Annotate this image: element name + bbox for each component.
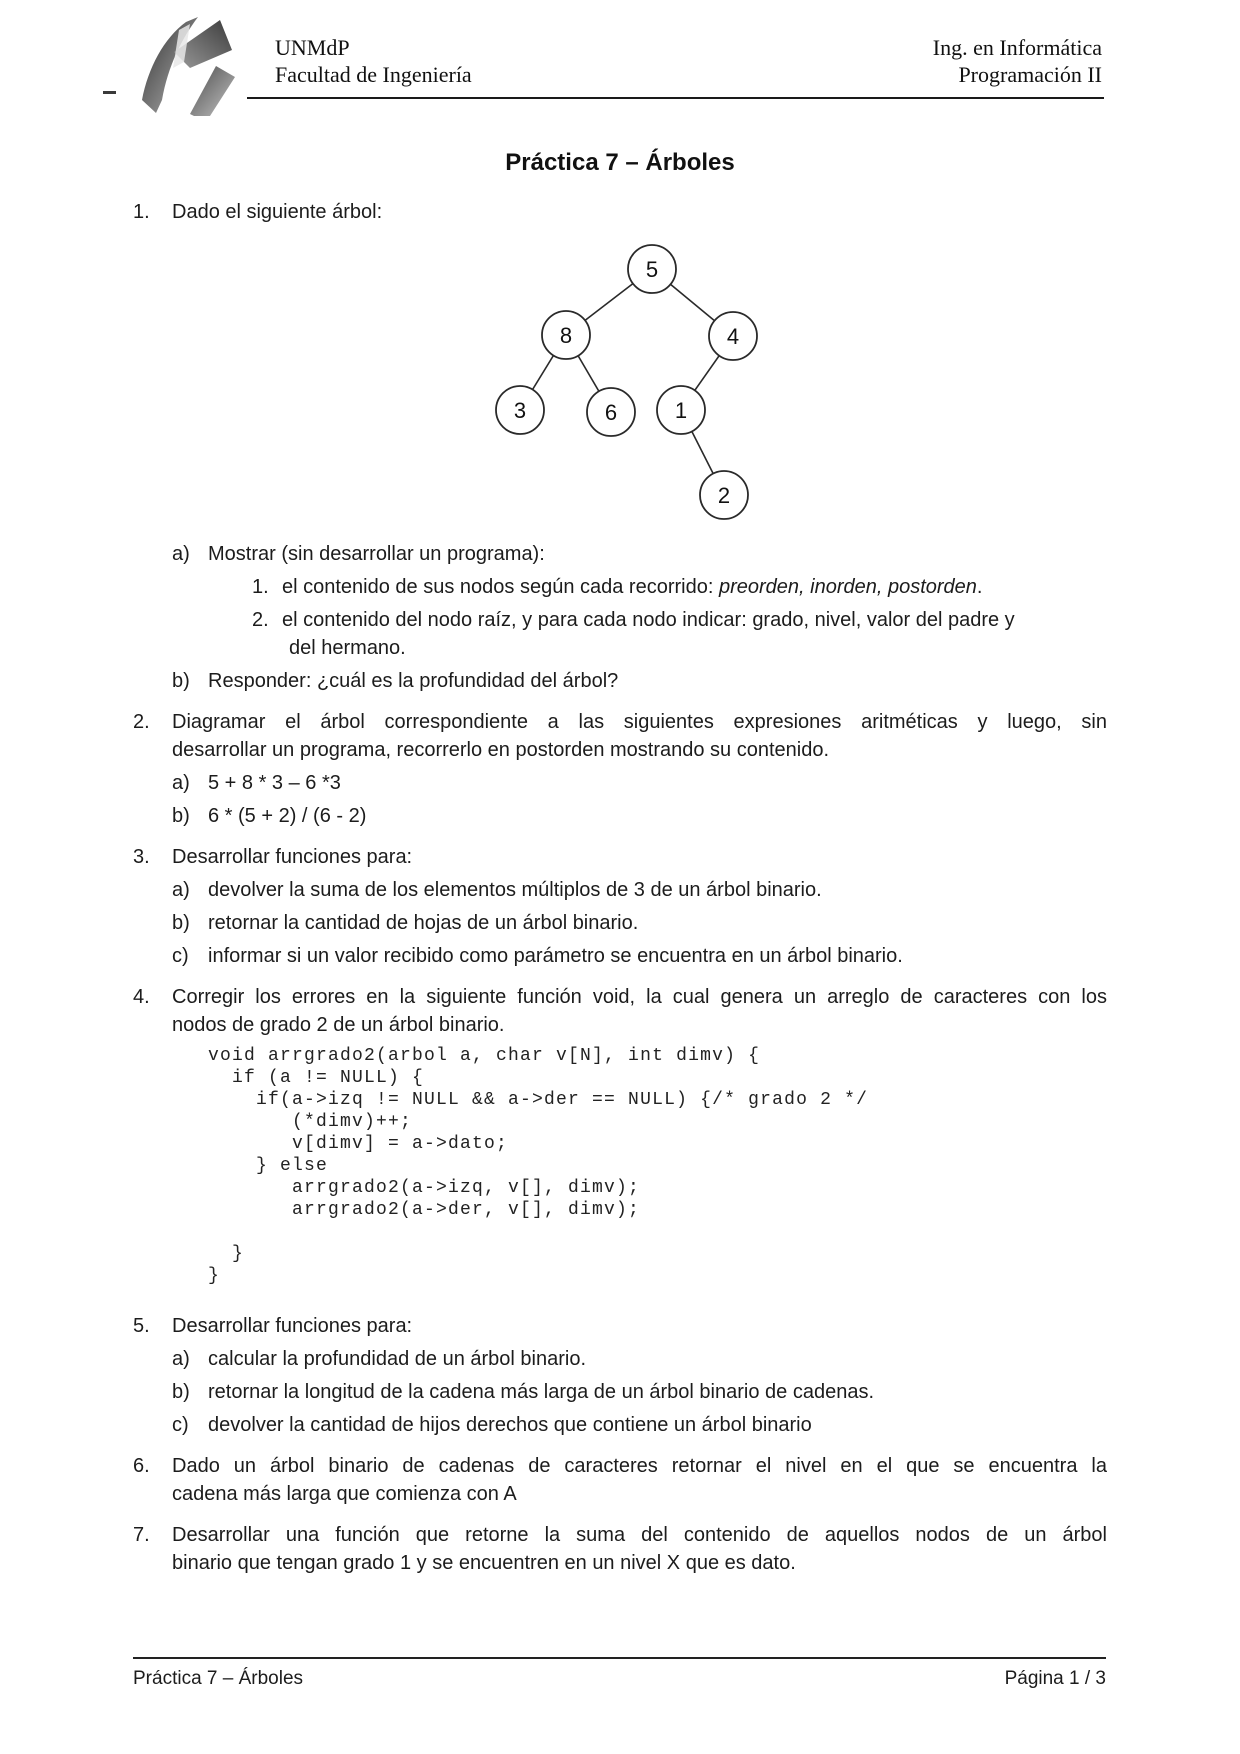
- exercise-3c-marker: c): [172, 945, 189, 967]
- footer-page-number: Página 1 / 3: [1004, 1668, 1106, 1689]
- exercise-3: [133, 843, 1107, 970]
- traversal-text-pre: el contenido de sus nodos según cada recorrido:: [282, 576, 719, 598]
- exercise-5: [133, 1312, 1107, 1439]
- exercise-1a-2-line1: el contenido del nodo raíz, y para cada nodo indicar: grado, nivel, valor del padre y: [282, 609, 1015, 631]
- exercise-3-text: Desarrollar funciones para:: [172, 846, 413, 868]
- exercise-7-number: 7.: [133, 1524, 150, 1546]
- exercise-5b-marker: b): [172, 1381, 190, 1403]
- exercise-6-line1: Dado un árbol binario de cadenas de caracteres retornar el nivel en el que se encuentra la: [172, 1455, 1107, 1477]
- exercise-1: [133, 198, 1107, 695]
- tree-node-circles: [496, 245, 757, 519]
- code-line: arrgrado2(a->izq, v[], dimv);: [208, 1178, 641, 1198]
- exercise-5a: [172, 1345, 1107, 1373]
- exercise-3b: [172, 909, 1107, 937]
- code-line: v[dimv] = a->dato;: [208, 1134, 509, 1154]
- exercise-7: [133, 1521, 1107, 1577]
- exercise-5a-marker: a): [172, 1348, 190, 1370]
- code-line: void arrgrado2(arbol a, char v[N], int dimv) {: [208, 1046, 761, 1066]
- header-course: Programación II: [958, 62, 1102, 87]
- exercise-5a-text: calcular la profundidad de un árbol binario.: [208, 1348, 587, 1370]
- code-line: arrgrado2(a->der, v[], dimv);: [208, 1200, 641, 1220]
- header-program: Ing. en Informática: [932, 35, 1102, 60]
- exercise-1b-marker: b): [172, 670, 190, 692]
- exercise-2a-expression: 5 + 8 * 3 – 6 *3: [208, 772, 341, 794]
- unmdp-logo-icon: [132, 16, 262, 116]
- code-line: } else: [208, 1156, 329, 1176]
- exercise-1a-1-text: [282, 573, 1107, 601]
- exercise-5-number: 5.: [133, 1315, 150, 1337]
- exercise-4: [133, 983, 1107, 1299]
- exercise-3a: [172, 876, 1107, 904]
- exercise-5b-text: retornar la longitud de la cadena más larga de un árbol binario de cadenas.: [208, 1381, 874, 1403]
- tree-node-value: 1: [674, 398, 688, 423]
- exercise-2b-expression: 6 * (5 + 2) / (6 - 2): [208, 805, 367, 827]
- exercise-2-line1: Diagramar el árbol correspondiente a las siguientes expresiones aritméticas y luego, sin: [172, 711, 1107, 733]
- exercise-5-text: Desarrollar funciones para:: [172, 1315, 413, 1337]
- exercise-3-number: 3.: [133, 846, 150, 868]
- exercise-2-number: 2.: [133, 711, 150, 733]
- exercise-2b: [172, 802, 1107, 830]
- exercise-2-line2: desarrollar un programa, recorrerlo en postorden mostrando su contenido.: [172, 739, 830, 761]
- exercise-1a: [172, 540, 1107, 662]
- footer-document-title: Práctica 7 – Árboles: [133, 1668, 304, 1689]
- code-line: }: [208, 1244, 245, 1264]
- tree-node-value: 5: [645, 257, 659, 282]
- exercise-1a-2-line2: del hermano.: [289, 637, 406, 659]
- exercise-6: [133, 1452, 1107, 1508]
- exercise-5c-text: devolver la cantidad de hijos derechos que contiene un árbol binario: [208, 1414, 812, 1436]
- margin-dash: [103, 91, 116, 94]
- exercise-3b-marker: b): [172, 912, 190, 934]
- page-title: Práctica 7 – Árboles: [505, 149, 735, 176]
- traversal-text-post: .: [976, 576, 983, 598]
- header-faculty: Facultad de Ingeniería: [275, 62, 472, 87]
- exercise-4-number: 4.: [133, 986, 150, 1008]
- exercise-2b-marker: b): [172, 805, 190, 827]
- exercise-7-line1: Desarrollar una función que retorne la suma del contenido de aquellos nodos de un árbol: [172, 1524, 1107, 1546]
- exercise-1-text: Dado el siguiente árbol:: [172, 201, 383, 223]
- exercise-1a-2-marker: 2.: [252, 609, 269, 631]
- header-right: [933, 34, 1102, 88]
- exercise-1a-1: [252, 573, 1107, 601]
- code-line: [208, 1221, 1107, 1243]
- exercise-6-line2: cadena más larga que comienza con A: [172, 1483, 517, 1505]
- tree-node-value: 2: [717, 483, 731, 508]
- tree-node-value: 6: [604, 400, 618, 425]
- exercise-3b-text: retornar la cantidad de hojas de un árbol binario.: [208, 912, 639, 934]
- exercise-3a-marker: a): [172, 879, 190, 901]
- exercise-5b: [172, 1378, 1107, 1406]
- tree-node-value: 8: [559, 323, 573, 348]
- code-line: if(a->izq != NULL && a->der == NULL) {/* grado 2 */: [208, 1090, 869, 1110]
- tree-node-value: 3: [513, 398, 527, 423]
- binary-tree-figure: [473, 242, 1107, 535]
- exercise-2a: [172, 769, 1107, 797]
- code-line: }: [208, 1266, 221, 1286]
- tree-node-values: [514, 257, 739, 508]
- exercise-7-line2: binario que tengan grado 1 y se encuentren en un nivel X que es dato.: [172, 1552, 796, 1574]
- exercise-3c: [172, 942, 1107, 970]
- exercise-1a-marker: a): [172, 543, 190, 565]
- exercise-1b-text: Responder: ¿cuál es la profundidad del árbol?: [208, 670, 619, 692]
- exercise-5c-marker: c): [172, 1414, 189, 1436]
- traversal-names: preorden, inorden, postorden: [718, 576, 977, 598]
- exercise-1a-1-marker: 1.: [252, 576, 269, 598]
- header-left: [275, 34, 472, 88]
- binary-tree-svg: [473, 242, 783, 527]
- exercise-1a-text: Mostrar (sin desarrollar un programa):: [208, 543, 545, 565]
- document-body: [133, 140, 1107, 1577]
- page-footer: [133, 1657, 1106, 1690]
- exercise-1a-2-text: [282, 606, 1107, 662]
- exercise-3c-text: informar si un valor recibido como parámetro se encuentra en un árbol binario.: [208, 945, 903, 967]
- tree-edges: [520, 269, 733, 495]
- exercise-4-line2: nodos de grado 2 de un árbol binario.: [172, 1014, 505, 1036]
- c-code-block: [208, 1045, 1107, 1287]
- exercise-1a-2: [252, 606, 1107, 662]
- code-line: if (a != NULL) {: [208, 1068, 425, 1088]
- header-rule: [247, 97, 1104, 99]
- tree-node-value: 4: [726, 324, 740, 349]
- exercise-2: [133, 708, 1107, 830]
- header-university: UNMdP: [275, 35, 350, 60]
- exercise-2a-marker: a): [172, 772, 190, 794]
- exercise-1b: [172, 667, 1107, 695]
- code-line: (*dimv)++;: [208, 1112, 413, 1132]
- exercise-4-line1: Corregir los errores en la siguiente función void, la cual genera un arreglo de caracteres con los: [172, 986, 1107, 1008]
- exercise-5c: [172, 1411, 1107, 1439]
- exercise-6-number: 6.: [133, 1455, 150, 1477]
- exercise-3a-text: devolver la suma de los elementos múltiplos de 3 de un árbol binario.: [208, 879, 822, 901]
- exercise-1-number: 1.: [133, 201, 150, 223]
